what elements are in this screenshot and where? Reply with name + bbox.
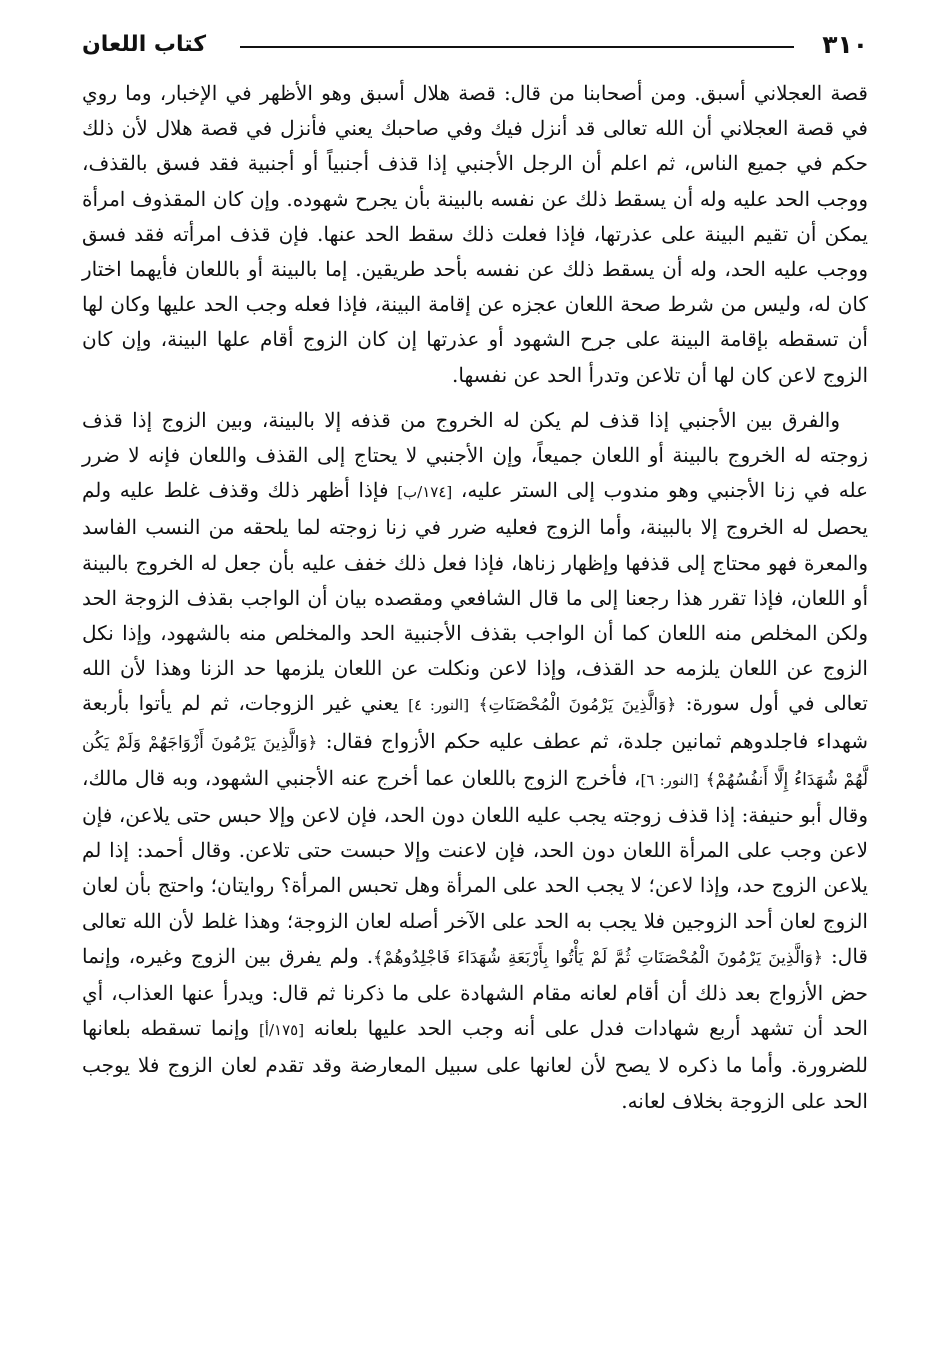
page-body [82, 76, 868, 1119]
text-run: وإنما تسقطه بلعانها للضرورة. وأما ما ذكره لا يصح لأن لعانها على سبيل المعارضة وقد تقدم لعان الزوج فلا يوجب الحد على الزوجة بخلاف لعانه. [82, 1016, 868, 1113]
quran-verse: ﴿ وَالَّذِينَ يَرْمُونَ الْمُحْصَنَاتِ ﴾ [478, 695, 676, 715]
citation-reference: [١٧٤/ب] [397, 483, 453, 502]
text-run: والفرق بين الأجنبي إذا قذف لم يكن له الخروج من قذفه إلا بالبينة، وبين الزوج إذا قذف زوجته له الخروج بالبينة أو اللعان جميعاً، وإن الأجنبي لا يحتاج إلى القذف واللعان فإنه لا ضرر عله في زنا الأجنبي وهو مندوب إلى الستر عليه، [82, 407, 869, 503]
quran-verse: ﴿ وَالَّذِينَ يَرْمُونَ الْمُحْصَنَاتِ ثُمَّ لَمْ يَأْتُوا بِأَرْبَعَةِ شُهَدَاءَ فَاجْلِدُوهُمْ ﴾ [373, 948, 823, 968]
page-number: ٣١٠ [822, 30, 868, 59]
text-run [699, 766, 706, 790]
citation-reference: [١٧٥/أ] [258, 1021, 305, 1040]
text-run: ، فأخرج الزوج باللعان عما أخرج عنه الأجنبي الشهود، وبه قال مالك، وقال أبو حنيفة: إذا قذف زوجته يجب عليه اللعان دون الحد، فإن لاعن وإلا حبس حتى يلاعن، فإن لاعن وجب على المرأة اللعان دون الحد، فإن لاعنت وإلا حبست حتى تلاعن. وقال أحمد: إذا لم يلاعن الزوج حد، وإذا لاعن؛ لا يجب الحد على المرأة وهل تحبس المرأة؟ روايتان؛ واحتج بأن لعان الزوج لعان أحد الزوجين فلا يجب به الحد على الآخر أصله لعان الزوجة؛ وهذا غلط لأن الله تعالى قال: [82, 765, 868, 968]
text-run: فإذا أظهر ذلك وقذف غلط عليه ولم يحصل له الخروج إلا بالبينة، وأما الزوج فعليه ضرر في زنا زوجته لما يلحقه من النسب الفاسد والمعرة فهو محتاج إلى قذفها وإظهار زناها، فإذا فعل ذلك خفف عليه بأن جعل له الخروج بالبينة أو اللعان، فإذا تقرر هذا رجعنا إلى ما قال الشافعي ومقصده بيان أن الواجب بقذف الزوجة الحد ولكن المخلص منه اللعان كما أن الواجب بقذف الأجنبية الحد والمخلص منه بالشهود، وإذا نكل الزوج عن اللعان يلزمه حد القذف، وإذا لاعن ونكلت عن اللعان يلزمها حد الزنا وهذا لأن الله تعالى في أول سورة: [82, 478, 868, 716]
page-header [82, 30, 868, 66]
paragraph [82, 76, 868, 393]
text-run: . ولم يفرق بين الزوج وغيره، وإنما حض الأزواج بعد ذلك أن أقام لعانه مقام الشهادة على ما ذكرنا ثم قال: ويدرأ عنها العذاب، أي الحد أن تشهد أربع شهادات فدل على أنه وجب الحد عليها بلعانه [82, 943, 868, 1041]
text-run: يعني غير الزوجات، ثم لم يأتوا بأربعة شهداء فاجلدوهم ثمانين جلدة، ثم عطف عليه حكم الأزواج فقال: [82, 691, 868, 753]
quran-verse: ﴿ وَالَّذِينَ يَرْمُونَ أَزْوَاجَهُمْ وَلَمْ يَكُن لَّهُمْ شُهَدَاءُ إِلَّا أَنفُسُهُمْ ﴾ [82, 733, 868, 790]
chapter-title: كتاب اللعان [82, 32, 207, 57]
header-rule [240, 46, 794, 48]
citation-reference: [النور: ٤] [408, 696, 470, 715]
text-run: قصة العجلاني أسبق. ومن أصحابنا من قال: قصة هلال أسبق وهو الأظهر في الإخبار، وما روي في قصة العجلاني أن الله تعالى قد أنزل فيك وفي صاحبك يعني فأنزل في قصة هلال لأن ذلك حكم في جميع الناس، ثم اعلم أن الرجل الأجنبي إذا قذف أجنبياً أو أجنبية فقد فسق بالقذف، ووجب الحد عليه وله أن يسقط ذلك عن نفسه بالبينة بأن يجرح شهوده. وإن كان المقذوف امرأة يمكن أن تقيم البينة على عذرتها، فإذا فعلت ذلك سقط الحد عنها. فإن قذف امرأته فقد فسق ووجب عليه الحد، وله أن يسقط ذلك عن نفسه بأحد طريقين. إما بالبينة أو باللعان فأيهما اختار كان له، وليس من شرط صحة اللعان عجزه عن إقامة البينة، فإذا فعله وجب الحد عليها وكان لها أن تسقطه بإقامة البينة على جرح الشهود أو عذرتها إن كان الزوج أقام علها البينة، وإن كان الزوج لاعن كان لها أن تلاعن وتدرأ الحد عن نفسها. [82, 81, 868, 387]
paragraph [82, 403, 868, 1119]
citation-reference: [النور: ٦] [640, 770, 699, 789]
